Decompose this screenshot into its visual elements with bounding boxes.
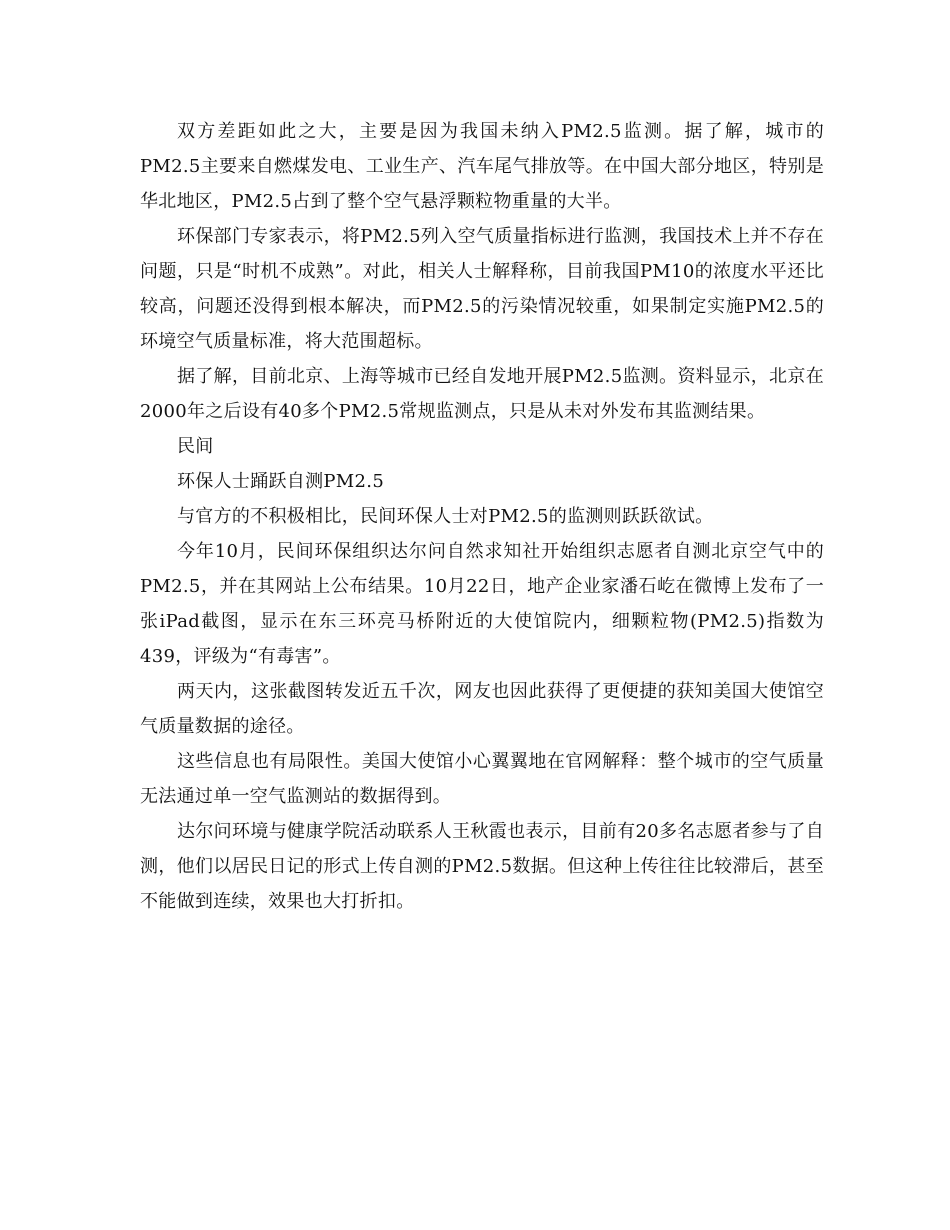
document-body bbox=[140, 114, 824, 919]
section-heading-civil: 民间 bbox=[177, 436, 214, 457]
paragraph-volunteers: 达尔问环境与健康学院活动联系人王秋霞也表示，目前有20多名志愿者参与了自测，他们以居民日记的形式上传自测的PM2.5数据。但这种上传往往比较滞后，甚至不能做到连续，效果也大打折扣。 bbox=[140, 821, 824, 912]
paragraph-gap-reason: 双方差距如此之大，主要是因为我国未纳入PM2.5监测。据了解，城市的PM2.5主要来自燃煤发电、工业生产、汽车尾气排放等。在中国大部分地区，特别是华北地区，PM2.5占到了整个空气悬浮颗粒物重量的大半。 bbox=[140, 121, 824, 212]
paragraph-october-testing: 今年10月，民间环保组织达尔问自然求知社开始组织志愿者自测北京空气中的PM2.5，并在其网站上公布结果。10月22日，地产企业家潘石屹在微博上发布了一张iPad截图，显示在东三环亮马桥附近的大使馆院内，细颗粒物(PM2.5)指数为439，评级为“有毒害”。 bbox=[140, 541, 824, 667]
section-subheading-self-test: 环保人士踊跃自测PM2.5 bbox=[177, 471, 385, 492]
paragraph-city-monitoring: 据了解，目前北京、上海等城市已经自发地开展PM2.5监测。资料显示，北京在2000年之后设有40多个PM2.5常规监测点，只是从未对外发布其监测结果。 bbox=[140, 366, 824, 422]
paragraph-limitations: 这些信息也有局限性。美国大使馆小心翼翼地在官网解释：整个城市的空气质量无法通过单一空气监测站的数据得到。 bbox=[140, 751, 824, 807]
paragraph-expert-opinion: 环保部门专家表示，将PM2.5列入空气质量指标进行监测，我国技术上并不存在问题，只是“时机不成熟”。对此，相关人士解释称，目前我国PM10的浓度水平还比较高，问题还没得到根本解决，而PM2.5的污染情况较重，如果制定实施PM2.5的环境空气质量标准，将大范围超标。 bbox=[140, 226, 824, 352]
paragraph-civil-eagerness: 与官方的不积极相比，民间环保人士对PM2.5的监测则跃跃欲试。 bbox=[177, 506, 714, 527]
paragraph-screenshot-shares: 两天内，这张截图转发近五千次，网友也因此获得了更便捷的获知美国大使馆空气质量数据的途径。 bbox=[140, 681, 824, 737]
